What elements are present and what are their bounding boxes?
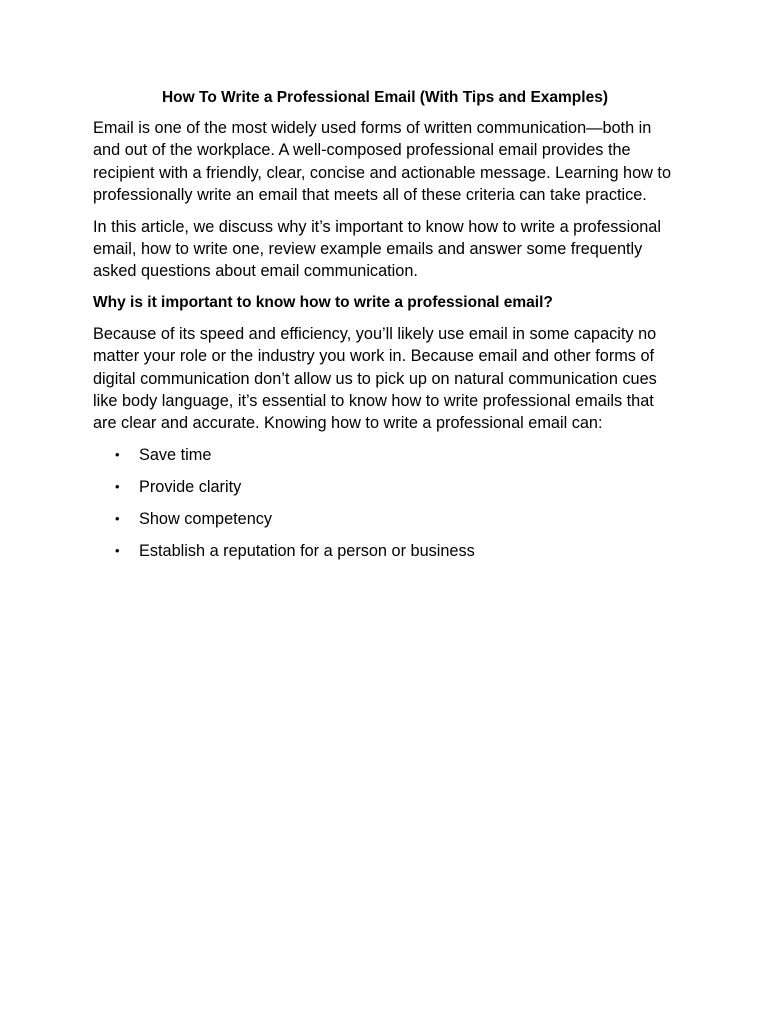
bullet-icon: • [115, 478, 120, 494]
document-title: How To Write a Professional Email (With Tips and Examples) [161, 89, 608, 106]
benefits-list [93, 444, 677, 562]
list-item [93, 540, 677, 562]
list-item [93, 476, 677, 498]
bullet-icon: • [115, 510, 120, 526]
section-heading: Why is it important to know how to write a professional email? [93, 293, 553, 311]
list-item [93, 508, 677, 530]
list-item-text: Establish a reputation for a person or business [139, 541, 475, 560]
intro-paragraph: Email is one of the most widely used forms of written communication—both in and out of the workplace. A well-composed professional email provides the recipient with a friendly, clear, concise and actionable message. Learning how to professionally write an email that meets all of these criteria can take practice. [93, 119, 672, 205]
list-item-text: Save time [139, 445, 212, 464]
bullet-icon: • [115, 446, 120, 462]
document-page [93, 87, 677, 572]
section-paragraph: Because of its speed and efficiency, you’ll likely use email in some capacity no matter your role or the industry you work in. Because email and other forms of digital communication don’t allow us to pick up on natural communication cues like body language, it’s essential to know how to write professional emails that are clear and accurate. Knowing how to write a professional email can: [93, 324, 657, 433]
article-overview-paragraph: In this article, we discuss why it’s important to know how to write a professional email, how to write one, review example emails and answer some frequently asked questions about email communication. [93, 217, 661, 281]
list-item-text: Provide clarity [139, 477, 242, 496]
bullet-icon: • [115, 542, 120, 558]
list-item-text: Show competency [139, 509, 273, 528]
list-item [93, 444, 677, 466]
